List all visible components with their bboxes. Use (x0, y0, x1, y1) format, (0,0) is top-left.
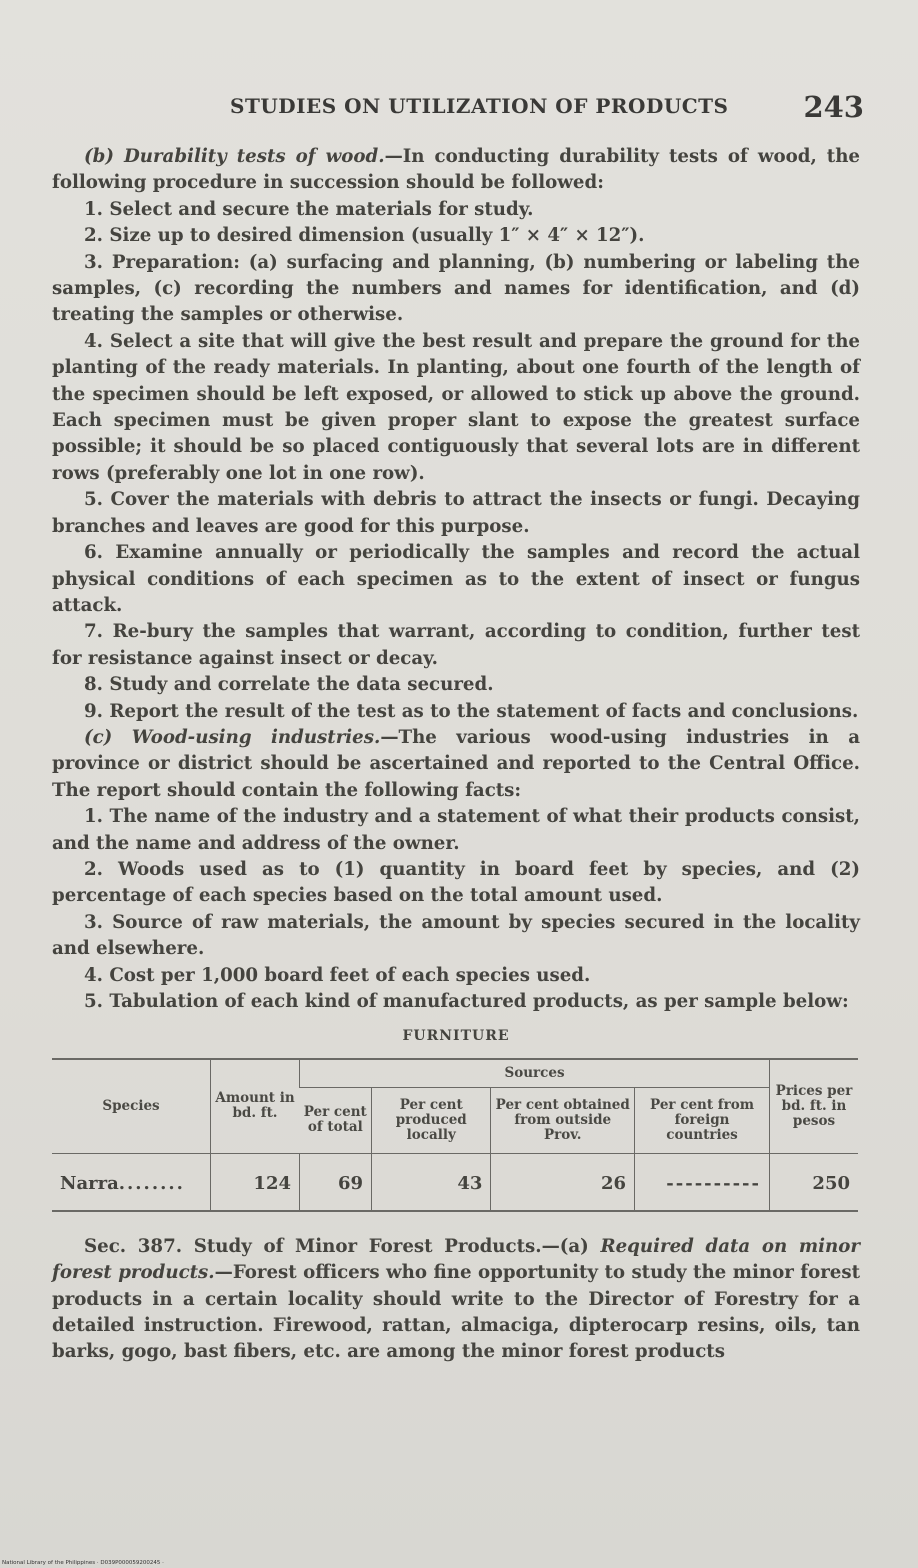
header-amount: Amount in bd. ft. (211, 1059, 300, 1154)
page-header (52, 92, 864, 126)
header-prices: Prices per bd. ft. in pesos (770, 1059, 859, 1154)
cell-amount: 124 (211, 1153, 300, 1211)
cell-pct-foreign: ---------- (635, 1153, 770, 1211)
header-pct-local: Per cent produced locally (372, 1087, 491, 1153)
cell-pct-total: 69 (300, 1153, 372, 1211)
step-item: 3. Source of raw materials, the amount by species secured in the locality and elsewhere. (52, 911, 860, 960)
table-row (52, 1153, 858, 1211)
body-text (52, 144, 860, 1366)
paragraph-wood-using-industries (52, 725, 860, 804)
step-item: 4. Select a site that will give the best result and prepare the ground for the planting of the ready materials. In planting, about one fourth of the length of the specimen should be left exposed, or allowed to stick up above the ground. Each specimen must be given proper slant to expose the greatest surface possible; it should be so placed contiguously that several lots are in different rows (preferably one lot in one row). (52, 330, 860, 484)
cell-price: 250 (770, 1153, 859, 1211)
para-b-label: (b) (84, 146, 114, 167)
header-pct-outside: Per cent obtained from outside Prov. (491, 1087, 635, 1153)
paragraph-durability-tests (52, 144, 860, 197)
table-title: FURNITURE (402, 1028, 510, 1045)
para-b-title: Durability tests of wood. (123, 146, 385, 167)
furniture-table-block (52, 1023, 860, 1211)
step-item: 9. Report the result of the test as to the statement of facts and conclusions. (84, 700, 859, 722)
header-pct-foreign: Per cent from foreign countries (635, 1087, 770, 1153)
header-pct-total: Per cent of total (300, 1087, 372, 1153)
step-item: 4. Cost per 1,000 board feet of each species used. (84, 964, 591, 986)
furniture-table (52, 1058, 858, 1212)
step-item: 5. Tabulation of each kind of manufactured products, as per sample below: (84, 991, 849, 1012)
step-item: 2. Size up to desired dimension (usually 1″ × 4″ × 12″). (84, 225, 645, 247)
section-label: —(a) (541, 1235, 589, 1257)
para-c-text: —The various wood-using industries in a province or district should be ascertained and reported to the Central Office. The report should contain the following facts: (52, 726, 860, 801)
cell-species: Narra........ (60, 1172, 185, 1194)
section-text: —Forest officers who fine opportunity to study the minor forest products in a certain locality should write to the Director of Forestry for a detailed instruction. Firewood, rattan, almaciga, dipterocarp resins, oils, tan barks, gogo, bast fibers, etc. are among the minor forest products (52, 1262, 861, 1363)
running-head: STUDIES ON UTILIZATION OF PRODUCTS (230, 94, 729, 118)
step-item: 1. Select and secure the materials for study. (84, 198, 534, 220)
section-subtitle: Required data on minor forest products. (52, 1235, 860, 1284)
step-item: 3. Preparation: (a) surfacing and planning, (b) numbering or labeling the samples, (c) recording the numbers and names for identification, and (d) treating the samples or otherwise. (52, 251, 860, 326)
section-387-paragraph (52, 1234, 860, 1366)
cell-pct-local: 43 (372, 1153, 491, 1211)
step-item: 5. Cover the materials with debris to attract the insects or fungi. Decaying branches and leaves are good for this purpose. (52, 489, 860, 537)
step-item: 1. The name of the industry and a statement of what their products consist, and the name and address of the owner. (52, 806, 860, 854)
step-item: 8. Study and correlate the data secured. (84, 674, 494, 696)
step-item: 7. Re-bury the samples that warrant, according to condition, further test for resistance against insect or decay. (52, 621, 860, 669)
section-heading: Sec. 387. Study of Minor Forest Products. (84, 1235, 542, 1257)
cell-pct-outside: 26 (491, 1153, 635, 1211)
step-item: 2. Woods used as to (1) quantity in board feet by species, and (2) percentage of each species based on the total amount used. (52, 858, 860, 907)
header-sources: Sources (300, 1059, 770, 1088)
library-footer-note: National Library of the Philippines · D039P000059200245 · (2, 1560, 164, 1566)
step-item: 6. Examine annually or periodically the samples and record the actual physical conditions of each specimen as to the extent of insect or fungus attack. (52, 542, 860, 616)
header-species: Species (52, 1059, 211, 1154)
para-b-text: —In conducting durability tests of wood, the following procedure in succession should be followed: (52, 146, 860, 194)
para-c-label: (c) (84, 726, 113, 748)
para-c-title: Wood-using industries. (131, 726, 381, 748)
page-number: 243 (803, 90, 864, 124)
